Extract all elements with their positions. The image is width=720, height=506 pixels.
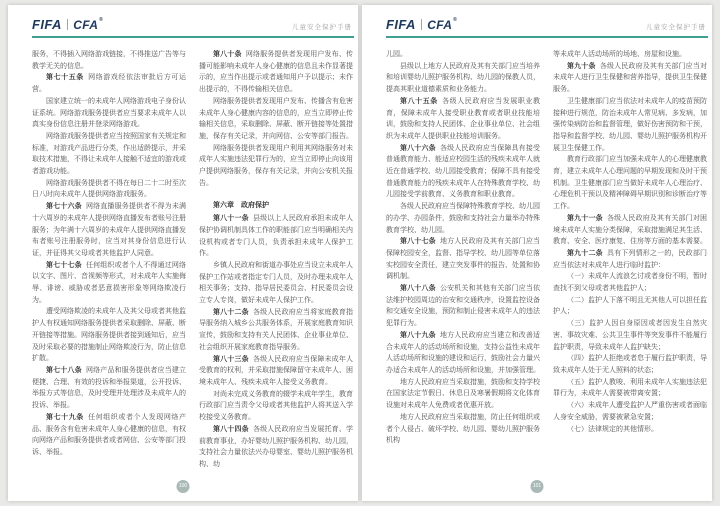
header-rule [32,36,354,38]
article-number: 第九十条 [567,62,596,70]
document-page-right [362,5,712,501]
page-header [386,17,706,37]
article-number: 第八十九条 [400,331,436,339]
paragraph: 第九十一条 各级人民政府及其有关部门对困境未成年人实施分类保障，采取措施满足其生活、教育、安全、医疗康复、住房等方面的基本需要。 [553,214,707,246]
paragraph: 第七十八条 网络产品和服务提供者应当建立便捷、合理、有效的投诉和举报渠道，公开投诉、举报方式等信息，及时受理并处理涉及未成年人的投诉、举报。 [32,366,186,410]
article-number: 第八十五条 [400,97,438,105]
paragraph: 第九十二条 具有下列情形之一的，民政部门应当依法对未成年人进行临时监护： [553,249,707,269]
fifa-logo: FIFA [386,17,416,32]
text-column [553,49,707,475]
paragraph: 第八十条 网络服务提供者发现用户发布、传播可能影响未成年人身心健康的信息且未作显著提示的，应当作出提示或者通知用户予以提示；未作出提示的，不得传输相关信息。 [199,51,353,94]
paragraph: 儿园。 [386,51,407,58]
paragraph: （四）监护人拒绝或者怠于履行监护职责，导致未成年人处于无人照料的状态； [553,355,707,374]
paragraph: 网络游戏服务提供者不得在每日二十二时至次日八时向未成年人提供网络游戏服务。 [32,179,186,199]
text-column [386,49,540,475]
paragraph: 等未成年人活动场所的场地、房屋和设施。 [553,51,686,58]
document-page-left [8,5,358,501]
paragraph: 第七十九条 任何组织或者个人发现网络产品、服务含有危害未成年人身心健康的信息，有权向网络产品和服务提供者或者网信、公安等部门投诉、举报。 [32,413,186,456]
article-number: 第八十条 [213,51,242,58]
page-number-badge: 101 [531,480,544,493]
article-number: 第九十二条 [567,249,603,257]
article-number: 第八十八条 [400,285,436,293]
paragraph: 第七十七条 任何组织或者个人不得通过网络以文字、图片、音视频等形式，对未成年人实施侮辱、诽谤、威胁或者恶意损害形象等网络欺凌行为。 [32,261,186,304]
fifa-logo: FIFA [32,17,62,32]
article-number: 第九十一条 [567,214,603,222]
text-column [32,49,186,475]
paragraph: 乡镇人民政府和街道办事处应当设立未成年人保护工作站或者指定专门人员，及时办理未成年人相关事务；支持、指导居民委员会、村民委员会设立专人专岗，做好未成年人保护工作。 [199,261,353,305]
chapter-heading: 第六章 政府保护 [213,202,269,210]
page-body [386,49,707,475]
paragraph: 地方人民政府应当采取措施，鼓励和支持学校在国家法定节假日、休息日及寒暑假期将文化体育设施对未成年人免费或者优惠开放。 [386,378,540,410]
page-header [32,17,352,37]
paragraph: 第八十九条 地方人民政府应当建立和改善适合未成年人的活动场所和设施，支持公益性未成年人活动场所和设施的建设和运行，鼓励社会力量兴办适合未成年人的活动场所和设施，并加强管理。 [386,331,540,374]
paragraph: 第八十六条 各级人民政府应当保障具有接受普通教育能力、能适应校园生活的残疾未成年人就近在普通学校、幼儿园接受教育；保障不具有接受普通教育能力的残疾未成年人在特殊教育学校、幼儿园接受学前教育、义务教育和职业教育。 [386,144,540,199]
paragraph: （五）监护人教唆、利用未成年人实施违法犯罪行为，未成年人需要被带离安置； [553,378,707,398]
doc-title: 儿童安全保护手册 [646,24,706,31]
article-number: 第七十六条 [46,203,82,211]
paragraph: （一）未成年人流浪乞讨或者身份不明，暂时查找不到父母或者其他监护人； [553,273,707,293]
article-number: 第八十四条 [213,425,249,433]
paragraph: 第八十二条 各级人民政府应当将家庭教育指导服务纳入城乡公共服务体系，开展家庭教育知识宣传，鼓励和支持有关人民团体、企业事业单位、社会组织开展家庭教育指导服务。 [199,308,353,351]
registered-mark: ® [453,16,458,23]
page-body [32,49,353,475]
article-number: 第八十二条 [213,308,249,316]
article-number: 第七十九条 [46,413,84,421]
paragraph: 卫生健康部门应当依法对未成年人的疫苗预防接种进行规范，防治未成年人常见病、多发病，加强传染病防治和监督管理，做好伤害预防和干预，指导和监督学校、幼儿园、婴幼儿照护服务机构开展卫生保健工作。 [553,97,707,152]
paragraph: 第八十五条 各级人民政府应当发展职业教育，保障未成年人接受职业教育或者职业技能培训，鼓励和支持人民团体、企业事业单位、社会组织为未成年人提供职业技能培训服务。 [386,97,540,140]
paragraph: 第七十六条 网络直播服务提供者不得为未满十六周岁的未成年人提供网络直播发布者账号注册服务；为年满十六周岁的未成年人提供网络直播发布者账号注册服务时，应当对其身份信息进行认证，并征得其父母或者其他监护人同意。 [32,203,186,257]
registered-mark: ® [99,16,104,23]
article-number: 第七十五条 [46,74,84,82]
text-column [199,49,353,475]
paragraph: 遭受网络欺凌的未成年人及其父母或者其他监护人有权通知网络服务提供者采取删除、屏蔽、断开链接等措施。网络服务提供者接到通知后，应当及时采取必要的措施制止网络欺凌行为，防止信息扩散。 [32,308,186,363]
paragraph: 教育行政部门应当加强未成年人的心理健康教育，建立未成年人心理问题的早期发现和及时干预机制。卫生健康部门应当做好未成年人心理治疗、心理危机干预以及精神障碍早期识别和诊断治疗等工作。 [553,156,707,211]
fifa-cfa-logo [386,17,457,32]
paragraph: （三）监护人因自身原因或者因发生自然灾害、事故灾难、公共卫生事件等突发事件不能履行监护职责，导致未成年人监护缺失； [553,320,707,351]
paragraph: 县级以上地方人民政府及其有关部门应当培养和培训婴幼儿照护服务机构、幼儿园的保教人员，提高其职业道德素质和业务能力。 [386,62,540,94]
article-number: 第八十一条 [213,215,249,223]
paragraph: 地方人民政府应当采取措施，防止任何组织或者个人侵占、破坏学校、幼儿园、婴幼儿照护服务机构 [386,413,540,445]
article-number: 第八十七条 [400,238,436,246]
logo-divider [421,19,423,30]
cfa-logo: CFA® [73,16,104,32]
paragraph: （七）法律规定的其他情形。 [567,425,658,433]
logo-divider [67,19,69,30]
paragraph: 服务，不得插入网络游戏链接，不得推送广告等与教学无关的信息。 [32,51,186,70]
page-number-badge: 100 [177,480,190,493]
paragraph: 网络服务提供者发现用户利用其网络服务对未成年人实施违法犯罪行为的，应当立即停止向该用户提供网络服务，保存有关记录，并向公安机关报告。 [199,144,353,187]
article-number: 第七十八条 [46,366,82,374]
paragraph: （二）监护人下落不明且无其他人可以担任监护人； [553,296,707,316]
paragraph: 第九十条 各级人民政府及其有关部门应当对未成年人进行卫生保健和营养指导，提供卫生保健服务。 [553,62,707,94]
paragraph: 网络游戏服务提供者应当按照国家有关规定和标准，对游戏产品进行分类，作出适龄提示，并采取技术措施，不得让未成年人接触不适宜的游戏或者游戏功能。 [32,132,186,176]
paragraph: 对尚未完成义务教育的辍学未成年学生，教育行政部门应当责令父母或者其他监护人将其送入学校接受义务教育。 [199,390,353,422]
paragraph: 第八十四条 各级人民政府应当发展托育、学前教育事业，办好婴幼儿照护服务机构、幼儿园，支持社会力量依法兴办母婴室、婴幼儿照护服务机构、幼 [199,425,353,468]
paragraph: 第七十五条 网络游戏经依法审批后方可运营。 [32,74,186,94]
fifa-cfa-logo [32,17,103,32]
paragraph: （六）未成年人遭受监护人严重伤害或者面临人身安全威胁，需要被紧急安置； [553,402,707,421]
paragraph: 第八十一条 县级以上人民政府承担未成年人保护协调机制具体工作的职能部门应当明确相关内设机构或者专门人员，负责承担未成年人保护工作。 [199,215,353,258]
cfa-logo: CFA® [427,16,458,32]
paragraph: 第八十八条 公安机关和其他有关部门应当依法维护校园周边的治安和交通秩序，设置监控设备和交通安全设施，预防和制止侵害未成年人的违法犯罪行为。 [386,285,540,328]
article-number: 第七十七条 [46,261,82,269]
paragraph: 各级人民政府应当保障特殊教育学校、幼儿园的办学、办园条件，鼓励和支持社会力量举办特殊教育学校、幼儿园。 [386,203,540,234]
article-number: 第八十三条 [213,355,249,363]
header-rule [386,36,708,38]
paragraph: 第八十三条 各级人民政府应当保障未成年人受教育的权利，并采取措施保障留守未成年人、困境未成年人、残疾未成年人接受义务教育。 [199,355,353,386]
paragraph: 第八十七条 地方人民政府及其有关部门应当保障校园安全，监督、指导学校、幼儿园等单位落实校园安全责任，建立突发事件的报告、处置和协调机制。 [386,238,540,281]
article-number: 第八十六条 [400,144,436,152]
doc-title: 儿童安全保护手册 [292,24,352,31]
paragraph: 国家建立统一的未成年人网络游戏电子身份认证系统。网络游戏服务提供者应当要求未成年人以真实身份信息注册并登录网络游戏。 [32,97,186,129]
paragraph: 网络服务提供者发现用户发布、传播含有危害未成年人身心健康内容的信息的，应当立即停止传输相关信息，采取删除、屏蔽、断开链接等处置措施，保存有关记录，并向网信、公安等部门报告。 [199,97,353,140]
